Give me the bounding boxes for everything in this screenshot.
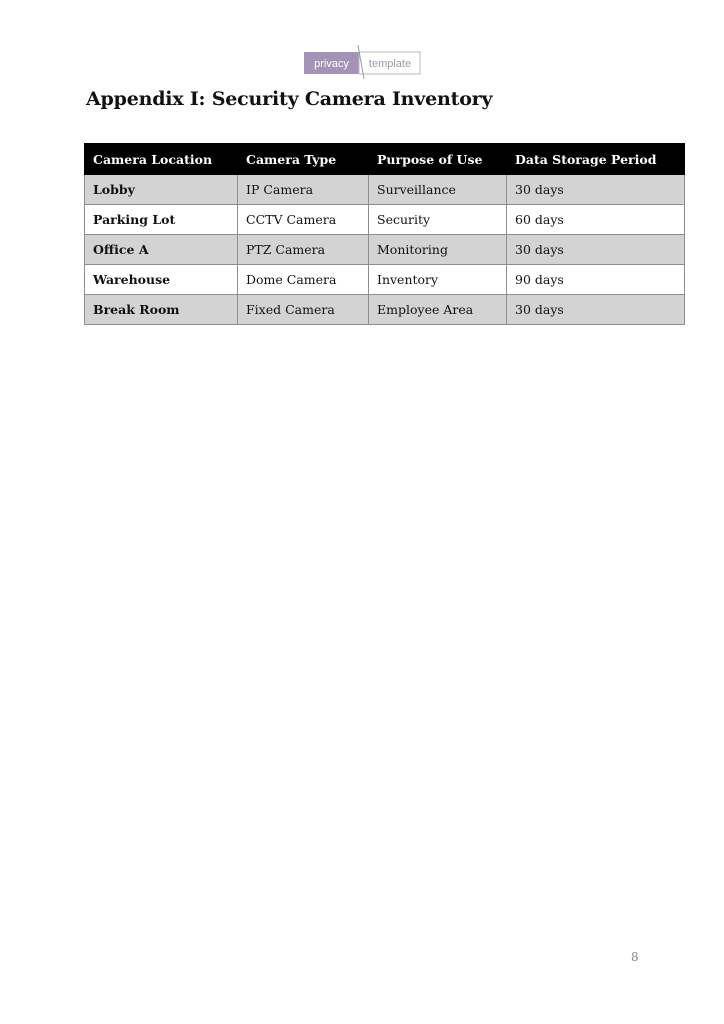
cell-data-storage-period: 30 days — [507, 235, 685, 265]
cell-purpose-of-use: Surveillance — [369, 175, 507, 205]
column-header-camera-type: Camera Type — [238, 144, 369, 175]
cell-purpose-of-use: Employee Area — [369, 295, 507, 325]
column-header-camera-location: Camera Location — [85, 144, 238, 175]
cell-camera-location: Parking Lot — [85, 205, 238, 235]
cell-purpose-of-use: Monitoring — [369, 235, 507, 265]
table-row — [85, 265, 685, 295]
table-row — [85, 205, 685, 235]
table-row — [85, 295, 685, 325]
column-header-data-storage-period: Data Storage Period — [507, 144, 685, 175]
cell-camera-type: CCTV Camera — [238, 205, 369, 235]
cell-data-storage-period: 30 days — [507, 175, 685, 205]
cell-camera-type: PTZ Camera — [238, 235, 369, 265]
cell-camera-location: Office A — [85, 235, 238, 265]
table-header-row — [85, 144, 685, 175]
cell-purpose-of-use: Security — [369, 205, 507, 235]
cell-camera-location: Lobby — [85, 175, 238, 205]
table-row — [85, 175, 685, 205]
logo-left-word: privacy — [314, 58, 349, 70]
privacy-template-logo — [304, 44, 421, 80]
logo-right-word: template — [368, 58, 412, 70]
cell-camera-type: Dome Camera — [238, 265, 369, 295]
table-row — [85, 235, 685, 265]
logo-icon — [304, 44, 421, 80]
page-number: 8 — [631, 950, 639, 964]
cell-camera-type: Fixed Camera — [238, 295, 369, 325]
cell-data-storage-period: 30 days — [507, 295, 685, 325]
camera-inventory-table — [84, 143, 685, 325]
cell-purpose-of-use: Inventory — [369, 265, 507, 295]
cell-data-storage-period: 90 days — [507, 265, 685, 295]
cell-data-storage-period: 60 days — [507, 205, 685, 235]
cell-camera-location: Warehouse — [85, 265, 238, 295]
table-body — [85, 175, 685, 325]
table-header — [85, 144, 685, 175]
page-title: Appendix I: Security Camera Inventory — [86, 88, 493, 110]
cell-camera-type: IP Camera — [238, 175, 369, 205]
column-header-purpose-of-use: Purpose of Use — [369, 144, 507, 175]
cell-camera-location: Break Room — [85, 295, 238, 325]
